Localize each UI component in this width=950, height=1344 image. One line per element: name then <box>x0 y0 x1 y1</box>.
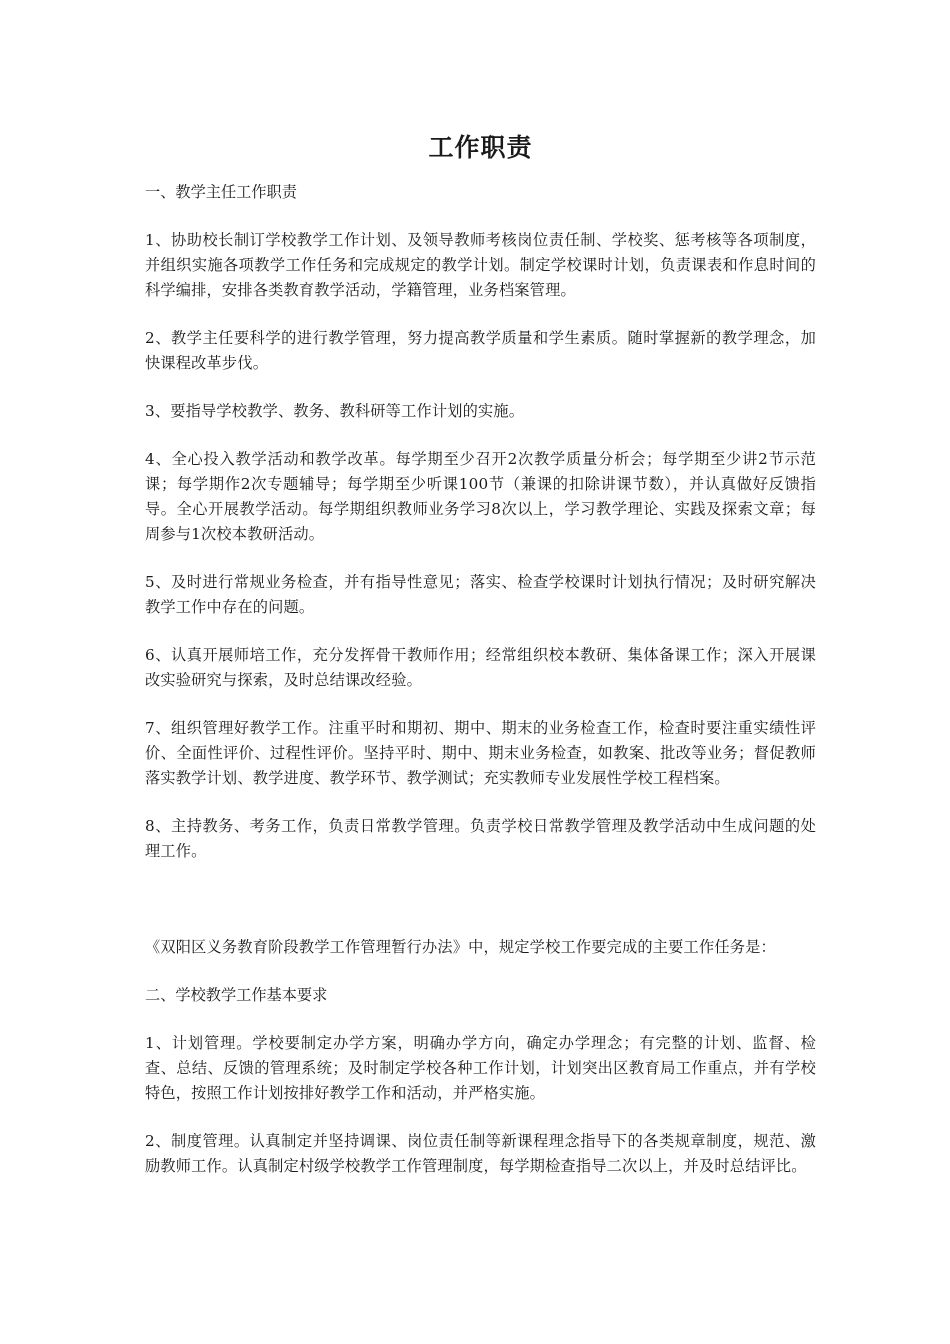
section-heading: 二、学校教学工作基本要求 <box>145 986 328 1004</box>
paragraph: 7、组织管理好教学工作。注重平时和期初、期中、期末的业务检查工作，检查时要注重实绩性评价、全面性评价、过程性评价。坚持平时、期中、期末业务检查，如教案、批改等业务；督促教师落实教学计划、教学进度、教学环节、教学测试；充实教师专业发展性学校工程档案。 <box>145 719 816 787</box>
paragraph: 8、主持教务、考务工作，负责日常教学管理。负责学校日常教学管理及教学活动中生成问题的处理工作。 <box>145 817 816 860</box>
intro-paragraph: 《双阳区义务教育阶段教学工作管理暂行办法》中，规定学校工作要完成的主要工作任务是： <box>145 938 776 956</box>
paragraph: 1、协助校长制订学校教学工作计划、及领导教师考核岗位责任制、学校奖、惩考核等各项制度，并组织实施各项教学工作任务和完成规定的教学计划。制定学校课时计划，负责课表和作息时间的科学编排，安排各类教育教学活动，学籍管理，业务档案管理。 <box>145 231 816 299</box>
paragraph: 6、认真开展师培工作，充分发挥骨干教师作用；经常组织校本教研、集体备课工作；深入开展课改实验研究与探索，及时总结课改经验。 <box>145 646 816 689</box>
document-title: 工作职责 <box>428 133 533 162</box>
spacer <box>145 887 816 935</box>
section-heading: 一、教学主任工作职责 <box>145 183 297 201</box>
paragraph: 2、教学主任要科学的进行教学管理，努力提高教学质量和学生素质。随时掌握新的教学理念，加快课程改革步伐。 <box>145 329 816 372</box>
paragraph: 3、要指导学校教学、教务、教科研等工作计划的实施。 <box>145 402 525 420</box>
paragraph: 5、及时进行常规业务检查，并有指导性意见；落实、检查学校课时计划执行情况；及时研究解决教学工作中存在的问题。 <box>145 573 816 616</box>
paragraph: 4、全心投入教学活动和教学改革。每学期至少召开2次教学质量分析会；每学期至少讲2节示范课；每学期作2次专题辅导；每学期至少听课100节（兼课的扣除讲课节数），并认真做好反馈指导。全心开展教学活动。每学期组织教师业务学习8次以上，学习教学理论、实践及探索文章；每周参与1次校本教研活动。 <box>145 450 816 543</box>
paragraph: 1、计划管理。学校要制定办学方案，明确办学方向，确定办学理念；有完整的计划、监督、检查、总结、反馈的管理系统；及时制定学校各种工作计划，计划突出区教育局工作重点，并有学校特色，按照工作计划按排好教学工作和活动，并严格实施。 <box>145 1034 816 1102</box>
paragraph: 2、制度管理。认真制定并坚持调课、岗位责任制等新课程理念指导下的各类规章制度，规范、激励教师工作。认真制定村级学校教学工作管理制度，每学期检查指导二次以上，并及时总结评比。 <box>145 1132 816 1175</box>
